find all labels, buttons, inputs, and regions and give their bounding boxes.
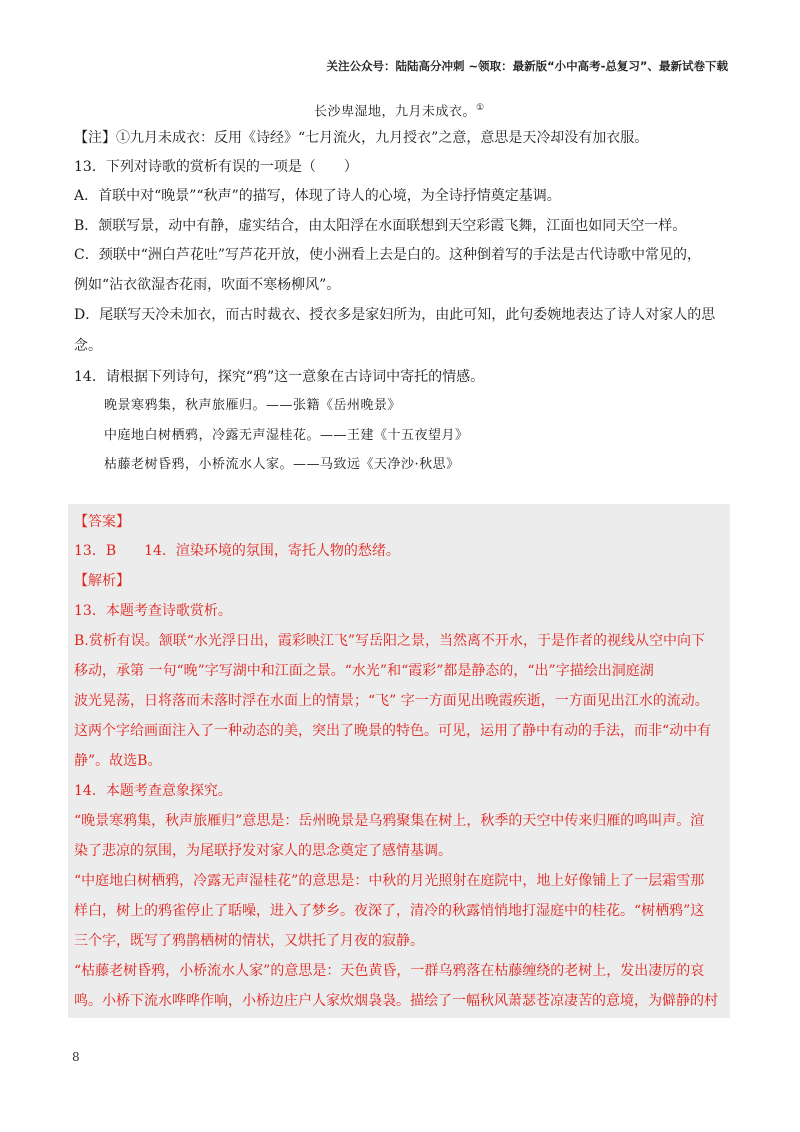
analysis-line: 这两个字给画面注入了一种动态的美，突出了晚景的特色。可见，运用了静中有动的手法，而非“动中有 <box>74 723 712 739</box>
q13-option-d-line2: 念。 <box>74 338 102 354</box>
analysis-line: 染了悲凉的氛围，为尾联抒发对家人的思念奠定了感情基调。 <box>74 843 452 859</box>
analysis-line: 样白，树上的鸦雀停止了聒噪，进入了梦乡。夜深了，清冷的秋露悄悄地打湿庭中的桂花。“树栖鸦”这 <box>74 903 705 919</box>
page-header: 关注公众号：陆陆高分冲刺 ~领取：最新版“小中高考-总复习”、最新试卷下载 <box>326 59 728 73</box>
q14-stem: 14．请根据下列诗句，探究“鸦”这一意象在古诗词中寄托的情感。 <box>74 369 485 385</box>
analysis-line: 三个字，既写了鸦鹊栖树的情状，又烘托了月夜的寂静。 <box>74 933 424 949</box>
answer-line: 13．B 14．渲染环境的氛围，寄托人物的愁绪。 <box>74 543 400 559</box>
q13-option-c-line1: C．颈联中“洲白芦花吐”写芦花开放，使小洲看上去是白的。这种倒着写的手法是古代诗歌中常见的， <box>74 247 702 263</box>
analysis-line: 静”。故选B。 <box>74 753 162 769</box>
analysis-line: 14．本题考查意象探究。 <box>74 783 232 799</box>
page-number: 8 <box>72 1050 80 1064</box>
q13-option-c-line2: 例如“沾衣欲湿杏花雨，吹面不寒杨柳风”。 <box>74 277 341 293</box>
q13-option-d-line1: D．尾联写天冷未加衣，而古时裁衣、授衣多是家妇所为，由此可知，此句委婉地表达了诗人对家人的思 <box>74 307 716 323</box>
analysis-line: 13．本题考查诗歌赏析。 <box>74 603 232 619</box>
analysis-line: 鸣。小桥下流水哗哗作响，小桥边庄户人家炊烟袅袅。描绘了一幅秋风萧瑟苍凉凄苦的意境，为僻静的村 <box>74 993 718 1009</box>
poem-line-text: 长沙卑湿地，九月未成衣 <box>314 104 463 120</box>
poem-note: 【注】①九月未成衣：反用《诗经》“七月流火，九月授衣”之意，意思是天冷却没有加衣服。 <box>74 130 649 146</box>
analysis-line: “中庭地白树栖鸦，冷露无声湿桂花”的意思是：中秋的月光照射在庭院中，地上好像铺上了一层霜雪那 <box>74 873 705 889</box>
q14-poem-3: 枯藤老树昏鸦，小桥流水人家。——马致远《天净沙·秋思》 <box>104 457 460 472</box>
analysis-line: “枯藤老树昏鸦，小桥流水人家”的意思是：天色黄昏，一群乌鸦落在枯藤缠绕的老树上，发出凄厉的哀 <box>74 963 705 979</box>
analysis-line: B.赏析有误。颔联“水光浮日出，霞彩映江飞”写岳阳之景，当然离不开水，于是作者的视线从空中向下 <box>74 633 706 649</box>
q13-option-b: B．颔联写景，动中有静，虚实结合，由太阳浮在水面联想到天空彩霞飞舞，江面也如同天空一样。 <box>74 218 687 234</box>
analysis-line: “晚景寒鸦集，秋声旅雁归”意思是：岳州晚景是乌鸦聚集在树上，秋季的天空中传来归雁的鸣叫声。渲 <box>74 813 705 829</box>
poem-last-line: 长沙卑湿地，九月未成衣。① <box>314 103 485 120</box>
footnote-mark: ① <box>476 103 485 113</box>
q13-option-a: A．首联中对“晚景”“秋声”的描写，体现了诗人的心境，为全诗抒情奠定基调。 <box>74 188 561 204</box>
answer-label: 【答案】 <box>74 514 130 530</box>
analysis-line: 波光晃荡，日将落而未落时浮在水面上的情景；“飞” 字一方面见出晚霞疾逝，一方面见出江水的流动。 <box>74 693 709 709</box>
q14-poem-1: 晚景寒鸦集，秋声旅雁归。——张籍《岳州晚景》 <box>104 398 402 413</box>
q13-stem: 13．下列对诗歌的赏析有误的一项是（ ） <box>74 159 358 175</box>
q14-poem-2: 中庭地白树栖鸦，冷露无声湿桂花。——王建《十五夜望月》 <box>104 428 469 443</box>
analysis-line: 移动，承第 一句“晚”字写湖中和江面之景。“水光”和“霞彩”都是静态的，“出”字描绘出洞庭湖 <box>74 663 654 679</box>
analysis-label: 【解析】 <box>74 573 130 589</box>
